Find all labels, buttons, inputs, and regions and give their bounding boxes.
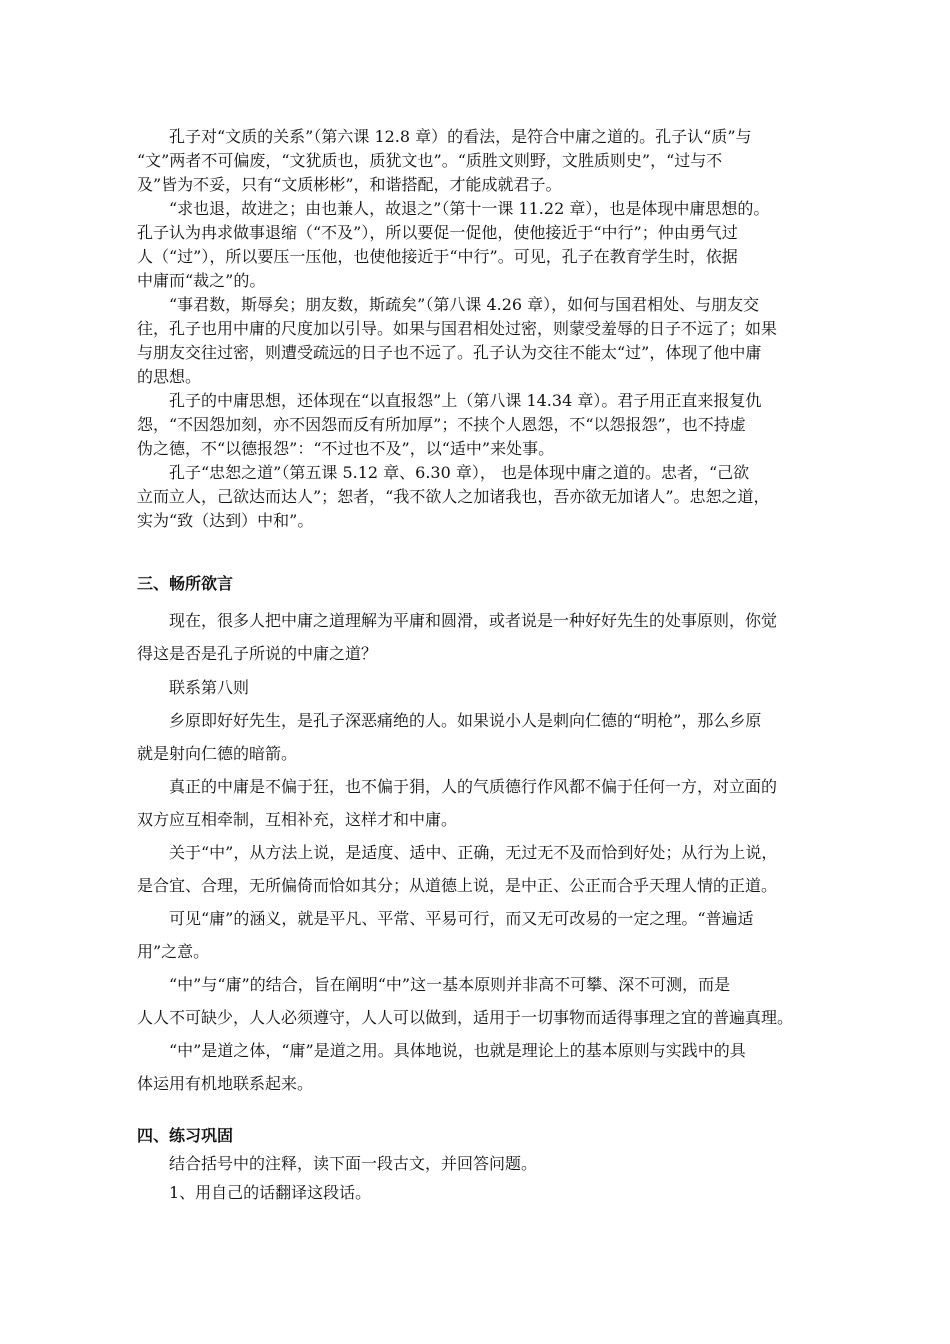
text-line: 人人不可缺少，人人必须遵守，人人可以做到，适用于一切事物而适得事理之宜的普遍真理。 [137, 1008, 794, 1027]
text-line: 乡原即好好先生，是孔子深恶痛绝的人。如果说小人是刺向仁德的“明枪”，那么乡原 [169, 711, 762, 730]
text-line: 及”皆为不妥，只有“文质彬彬”，和谐搭配，才能成就君子。 [137, 175, 562, 194]
text-line: 怨，“不因怨加刻，亦不因怨而反有所加厚”；不挟个人恩怨，不“以怨报怨”，也不持虚 [137, 415, 746, 434]
text-line: “中”是道之体，“庸”是道之用。具体地说，也就是理论上的基本原则与实践中的具 [169, 1041, 746, 1060]
text-line: 往，孔子也用中庸的尺度加以引导。如果与国君相处过密，则蒙受羞辱的日子不远了；如果 [137, 319, 778, 338]
text-line: 双方应互相牵制，互相补充，这样才和中庸。 [137, 810, 458, 829]
text-line: 得这是否是孔子所说的中庸之道？ [137, 644, 378, 663]
text-line: 孔子认为冉求做事退缩（“不及”），所以要促一促他，使他接近于“中行”；仲由勇气过 [137, 223, 738, 242]
text-line: 是合宜、合理，无所偏倚而恰如其分；从道德上说，是中正、公正而合乎天理人情的正道。 [137, 876, 778, 895]
text-line: “文”两者不可偏废，“文犹质也，质犹文也”。“质胜文则野，文胜质则史”，“过与不 [137, 151, 723, 170]
text-line: 伪之德，不“以德报怨”：“不过也不及”，以“适中”来处事。 [137, 439, 555, 458]
text-line: 关于“中”，从方法上说，是适度、适中、正确，无过无不及而恰到好处；从行为上说， [169, 843, 778, 862]
section-heading: 四、练习巩固 [137, 1126, 234, 1145]
text-line: 人（“过”），所以要压一压他，也使他接近于“中行”。可见，孔子在教育学生时，依据 [137, 247, 738, 266]
section-heading: 三、畅所欲言 [137, 574, 234, 593]
text-line: 孔子的中庸思想，还体现在“以直报怨”上（第八课 14.34 章）。君子用正直来报复仇 [169, 391, 762, 410]
text-line: 可见“庸”的涵义，就是平凡、平常、平易可行，而又无可改易的一定之理。“普遍适 [169, 909, 754, 928]
text-line: “中”与“庸”的结合，旨在阐明“中”这一基本原则并非高不可攀、深不可测，而是 [169, 975, 731, 994]
text-line: 1、用自己的话翻译这段话。 [169, 1183, 372, 1202]
text-line: 真正的中庸是不偏于狂，也不偏于狷，人的气质德行作风都不偏于任何一方，对立面的 [169, 777, 778, 796]
text-line: 联系第八则 [169, 678, 250, 697]
text-line: “求也退，故进之；由也兼人，故退之”（第十一课 11.22 章），也是体现中庸思想的。 [169, 199, 770, 218]
text-line: “事君数，斯辱矣；朋友数，斯疏矣”（第八课 4.26 章），如何与国君相处、与朋友交 [169, 295, 760, 314]
text-line: 孔子对“文质的关系”（第六课 12.8 章）的看法，是符合中庸之道的。孔子认“质”与 [169, 127, 752, 146]
text-line: 中庸而“裁之”的。 [137, 271, 266, 290]
text-line: 与朋友交往过密，则遭受疏远的日子也不远了。孔子认为交往不能太“过”，体现了他中庸 [137, 343, 762, 362]
text-line: 就是射向仁德的暗箭。 [137, 744, 298, 763]
text-line: 现在，很多人把中庸之道理解为平庸和圆滑，或者说是一种好好先生的处事原则，你觉 [169, 611, 778, 630]
text-line: 体运用有机地联系起来。 [137, 1074, 314, 1093]
text-line: 用”之意。 [137, 942, 210, 961]
text-line: 结合括号中的注释，读下面一段古文，并回答问题。 [169, 1154, 538, 1173]
text-line: 的思想。 [137, 367, 202, 386]
text-line: 立而立人，己欲达而达人”；恕者，“我不欲人之加诸我也，吾亦欲无加诸人”。忠恕之道， [137, 487, 770, 506]
text-line: 孔子“忠恕之道”（第五课 5.12 章、6.30 章）， 也是体现中庸之道的。忠者，“己欲 [169, 463, 750, 482]
text-line: 实为“致（达到）中和”。 [137, 511, 314, 530]
